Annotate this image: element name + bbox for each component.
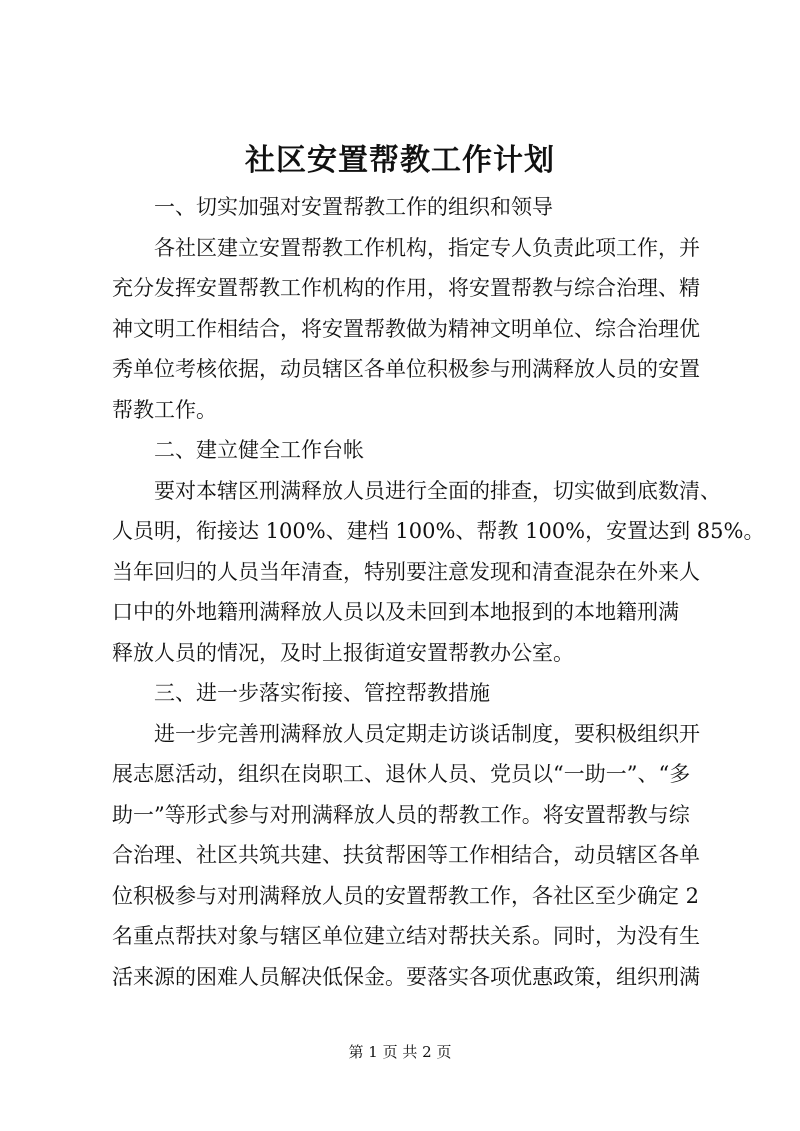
paragraph-line: 展志愿活动，组织在岗职工、退休人员、党员以“一助一”、“多: [112, 762, 691, 786]
section-heading-2: 二、建立健全工作台帐: [154, 438, 364, 462]
paragraph-line: 秀单位考核依据，动员辖区各单位积极参与刑满释放人员的安置: [112, 357, 700, 381]
paragraph-line: 口中的外地籍刑满释放人员以及未回到本地报到的本地籍刑满: [112, 600, 679, 624]
paragraph-line: 各社区建立安置帮教工作机构，指定专人负责此项工作，并: [154, 236, 700, 260]
paragraph-line: 人员明，衔接达 100%、建档 100%、帮教 100%，安置达到 85%。: [112, 519, 765, 543]
paragraph-line: 要对本辖区刑满释放人员进行全面的排查，切实做到底数清、: [154, 479, 721, 503]
paragraph-line: 当年回归的人员当年清查，特别要注意发现和清查混杂在外来人: [112, 560, 700, 584]
paragraph-line: 活来源的困难人员解决低保金。要落实各项优惠政策，组织刑满: [112, 965, 700, 989]
paragraph-line: 助一”等形式参与对刑满释放人员的帮教工作。将安置帮教与综: [112, 803, 690, 827]
page-footer: 第 1 页 共 2 页: [348, 1043, 452, 1061]
paragraph-line: 名重点帮扶对象与辖区单位建立结对帮扶关系。同时，为没有生: [112, 924, 700, 948]
document-title: 社区安置帮教工作计划: [245, 143, 555, 178]
paragraph-line: 帮教工作。: [112, 398, 217, 422]
paragraph-line: 位积极参与对刑满释放人员的安置帮教工作，各社区至少确定 2: [112, 884, 700, 908]
paragraph-line: 合治理、社区共筑共建、扶贫帮困等工作相结合，动员辖区各单: [112, 843, 700, 867]
paragraph-line: 充分发挥安置帮教工作机构的作用，将安置帮教与综合治理、精: [112, 276, 700, 300]
section-heading-1: 一、切实加强对安置帮教工作的组织和领导: [154, 195, 553, 219]
paragraph-line: 进一步完善刑满释放人员定期走访谈话制度，要积极组织开: [154, 722, 700, 746]
paragraph-line: 神文明工作相结合，将安置帮教做为精神文明单位、综合治理优: [112, 317, 700, 341]
paragraph-line: 释放人员的情况，及时上报街道安置帮教办公室。: [112, 641, 574, 665]
section-heading-3: 三、进一步落实衔接、管控帮教措施: [154, 681, 490, 705]
